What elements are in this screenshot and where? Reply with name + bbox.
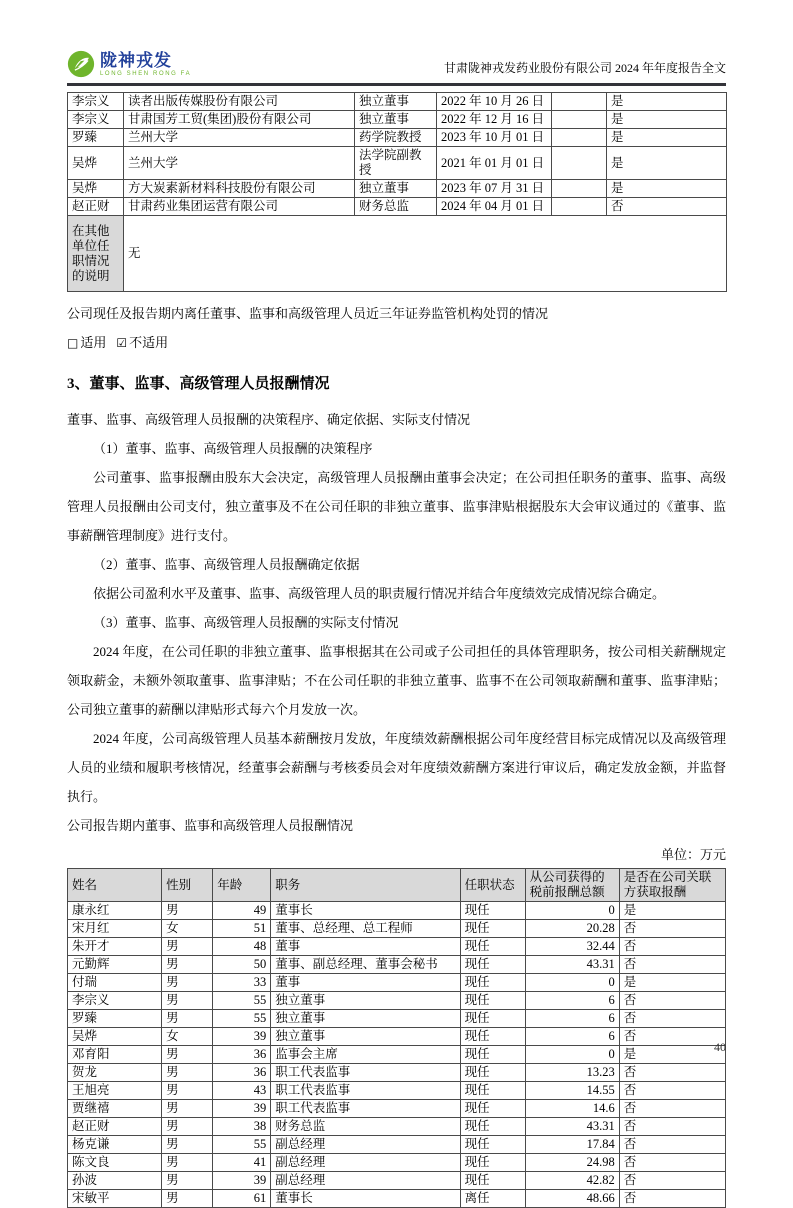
table-cell: 董事、总经理、总工程师 bbox=[271, 920, 460, 938]
table-cell: 61 bbox=[213, 1190, 271, 1208]
table-cell: 是 bbox=[607, 147, 727, 180]
column-header-position: 职务 bbox=[271, 869, 460, 902]
logo-brand-cn: 陇神戎发 bbox=[100, 50, 172, 70]
penalty-statement: 公司现任及报告期内离任董事、监事和高级管理人员近三年证券监管机构处罚的情况 bbox=[67, 306, 549, 321]
table-cell: 50 bbox=[213, 956, 271, 974]
table-cell bbox=[552, 129, 607, 147]
table-cell: 吴烨 bbox=[68, 1028, 162, 1046]
column-header-status: 任职状态 bbox=[460, 869, 525, 902]
table-cell: 吴烨 bbox=[68, 147, 124, 180]
table-row bbox=[68, 129, 727, 147]
table-cell: 否 bbox=[619, 1082, 725, 1100]
table-cell: 48 bbox=[213, 938, 271, 956]
table-cell: 副总经理 bbox=[271, 1136, 460, 1154]
table-cell: 副总经理 bbox=[271, 1172, 460, 1190]
paragraph: 2024 年度，在公司任职的非独立董事、监事根据其在公司或子公司担任的具体管理职务，按公司相关薪酬规定领取薪金，未额外领取董事、监事津贴；不在公司任职的非独立董事、监事不在公司领取薪酬和董事、监事津贴；公司独立董事的薪酬以津贴形式每六个月发放一次。 bbox=[67, 644, 726, 717]
table-cell bbox=[552, 198, 607, 216]
table-row bbox=[68, 147, 727, 180]
table-cell: 宋月红 bbox=[68, 920, 162, 938]
table-cell: 否 bbox=[619, 956, 725, 974]
table-row bbox=[68, 1118, 726, 1136]
table-cell: 39 bbox=[213, 1100, 271, 1118]
table-cell: 否 bbox=[619, 1118, 725, 1136]
table-cell: 14.55 bbox=[525, 1082, 619, 1100]
table-cell: 法学院副教授 bbox=[355, 147, 437, 180]
table-cell: 17.84 bbox=[525, 1136, 619, 1154]
table-cell: 付瑞 bbox=[68, 974, 162, 992]
table-cell: 现任 bbox=[460, 974, 525, 992]
table-cell: 董事 bbox=[271, 974, 460, 992]
table-cell: 51 bbox=[213, 920, 271, 938]
paragraph: 公司董事、监事报酬由股东大会决定，高级管理人员报酬由董事会决定；在公司担任职务的董事、监事、高级管理人员报酬由公司支付，独立董事及不在公司任职的非独立董事、监事津贴根据股东大会审议通过的《董事、监事薪酬管理制度》进行支付。 bbox=[67, 470, 726, 543]
table-cell: 罗臻 bbox=[68, 1010, 162, 1028]
table-cell: 32.44 bbox=[525, 938, 619, 956]
table-cell: 兰州大学 bbox=[124, 147, 355, 180]
table-cell: 男 bbox=[162, 1010, 213, 1028]
table-cell: 读者出版传媒股份有限公司 bbox=[124, 93, 355, 111]
table-cell: 14.6 bbox=[525, 1100, 619, 1118]
table-row bbox=[68, 1028, 726, 1046]
table-cell: 贾继禧 bbox=[68, 1100, 162, 1118]
table-cell: 现任 bbox=[460, 1136, 525, 1154]
table-cell: 否 bbox=[619, 1064, 725, 1082]
table-row bbox=[68, 1064, 726, 1082]
table-cell: 元勤辉 bbox=[68, 956, 162, 974]
table-cell: 是 bbox=[619, 974, 725, 992]
table-cell: 2022 年 10 月 26 日 bbox=[437, 93, 552, 111]
checkbox-checked-icon: ☑ bbox=[116, 336, 128, 350]
table-cell: 男 bbox=[162, 956, 213, 974]
table-cell: 独立董事 bbox=[355, 180, 437, 198]
table-row bbox=[68, 198, 727, 216]
table-row bbox=[68, 111, 727, 129]
table-cell: 李宗义 bbox=[68, 93, 124, 111]
table-cell: 是 bbox=[607, 180, 727, 198]
table-cell: 0 bbox=[525, 1046, 619, 1064]
table-cell: 男 bbox=[162, 992, 213, 1010]
table-cell: 20.28 bbox=[525, 920, 619, 938]
table-cell: 男 bbox=[162, 902, 213, 920]
table-cell: 2021 年 01 月 01 日 bbox=[437, 147, 552, 180]
table-row bbox=[68, 1172, 726, 1190]
external-positions-rows bbox=[68, 93, 727, 216]
table-cell: 48.66 bbox=[525, 1190, 619, 1208]
table-cell: 董事长 bbox=[271, 902, 460, 920]
table-cell bbox=[552, 147, 607, 180]
table-cell: 监事会主席 bbox=[271, 1046, 460, 1064]
table-cell: 现任 bbox=[460, 1064, 525, 1082]
table-cell: 42.82 bbox=[525, 1172, 619, 1190]
table-cell: 赵正财 bbox=[68, 198, 124, 216]
logo-brand-en: LONG SHEN RONG FA bbox=[100, 70, 192, 77]
paragraph: （3）董事、监事、高级管理人员报酬的实际支付情况 bbox=[93, 615, 399, 630]
table-cell: 55 bbox=[213, 992, 271, 1010]
compensation-header-row bbox=[68, 869, 726, 902]
table-cell: 2022 年 12 月 16 日 bbox=[437, 111, 552, 129]
compensation-table bbox=[67, 868, 726, 1208]
table-cell: 否 bbox=[619, 1172, 725, 1190]
table-row bbox=[68, 938, 726, 956]
table-row bbox=[68, 902, 726, 920]
table-cell: 13.23 bbox=[525, 1064, 619, 1082]
table-cell: 宋敏平 bbox=[68, 1190, 162, 1208]
table-cell: 职工代表监事 bbox=[271, 1100, 460, 1118]
table-cell bbox=[552, 180, 607, 198]
table-cell: 39 bbox=[213, 1172, 271, 1190]
column-header-age: 年龄 bbox=[213, 869, 271, 902]
external-positions-table bbox=[67, 92, 727, 292]
table-cell: 55 bbox=[213, 1010, 271, 1028]
table-cell: 现任 bbox=[460, 1100, 525, 1118]
table-cell: 康永红 bbox=[68, 902, 162, 920]
table-row bbox=[68, 974, 726, 992]
table-cell: 朱开才 bbox=[68, 938, 162, 956]
table-row bbox=[68, 992, 726, 1010]
unit-label: 单位：万元 bbox=[660, 847, 726, 862]
table-cell: 独立董事 bbox=[355, 93, 437, 111]
table-cell: 现任 bbox=[460, 1028, 525, 1046]
applicable-label: 适用 bbox=[80, 335, 107, 350]
table-cell: 否 bbox=[619, 1136, 725, 1154]
table-cell: 36 bbox=[213, 1046, 271, 1064]
table-cell: 现任 bbox=[460, 920, 525, 938]
paragraph: 依据公司盈利水平及董事、监事、高级管理人员的职责履行情况并结合年度绩效完成情况综合确定。 bbox=[93, 586, 666, 601]
table-cell: 24.98 bbox=[525, 1154, 619, 1172]
page-header bbox=[67, 0, 726, 78]
table-cell: 39 bbox=[213, 1028, 271, 1046]
table-cell: 独立董事 bbox=[271, 1010, 460, 1028]
note-value-cell: 无 bbox=[124, 216, 727, 292]
table-cell: 李宗义 bbox=[68, 111, 124, 129]
table-cell: 男 bbox=[162, 1136, 213, 1154]
table-cell: 6 bbox=[525, 992, 619, 1010]
table-cell: 否 bbox=[619, 992, 725, 1010]
applicability-line bbox=[67, 328, 726, 358]
table-row bbox=[68, 1136, 726, 1154]
table-cell: 38 bbox=[213, 1118, 271, 1136]
table-cell: 董事 bbox=[271, 938, 460, 956]
table-cell: 方大炭素新材料科技股份有限公司 bbox=[124, 180, 355, 198]
compensation-rows bbox=[68, 902, 726, 1208]
table-cell: 否 bbox=[607, 198, 727, 216]
company-logo bbox=[67, 50, 191, 78]
table-cell: 独立董事 bbox=[271, 992, 460, 1010]
logo-leaf-icon bbox=[67, 50, 95, 78]
table-cell: 6 bbox=[525, 1028, 619, 1046]
paragraph: （2）董事、监事、高级管理人员报酬确定依据 bbox=[93, 557, 360, 572]
table-cell: 现任 bbox=[460, 938, 525, 956]
table-cell: 男 bbox=[162, 1046, 213, 1064]
table-cell: 现任 bbox=[460, 1046, 525, 1064]
table-cell: 孙波 bbox=[68, 1172, 162, 1190]
table-cell: 否 bbox=[619, 1100, 725, 1118]
table-cell: 是 bbox=[619, 902, 725, 920]
table-cell: 现任 bbox=[460, 1172, 525, 1190]
column-header-pretax-pay: 从公司获得的税前报酬总额 bbox=[525, 869, 619, 902]
table-cell: 董事长 bbox=[271, 1190, 460, 1208]
report-title: 甘肃陇神戎发药业股份有限公司 2024 年年度报告全文 bbox=[443, 61, 726, 75]
table-cell: 兰州大学 bbox=[124, 129, 355, 147]
table-cell: 43.31 bbox=[525, 1118, 619, 1136]
table-cell: 杨克谦 bbox=[68, 1136, 162, 1154]
table-cell: 2023 年 10 月 01 日 bbox=[437, 129, 552, 147]
page-number: 40 bbox=[714, 1040, 726, 1054]
table-cell: 55 bbox=[213, 1136, 271, 1154]
paragraph: （1）董事、监事、高级管理人员报酬的决策程序 bbox=[93, 441, 373, 456]
table-cell: 现任 bbox=[460, 1010, 525, 1028]
header-divider bbox=[67, 83, 726, 86]
table-cell: 是 bbox=[607, 129, 727, 147]
table-cell: 董事、副总经理、董事会秘书 bbox=[271, 956, 460, 974]
note-label-cell: 在其他单位任职情况的说明 bbox=[68, 216, 124, 292]
table-cell: 否 bbox=[619, 1010, 725, 1028]
table-cell: 现任 bbox=[460, 1118, 525, 1136]
table-cell: 36 bbox=[213, 1064, 271, 1082]
table-cell: 独立董事 bbox=[355, 111, 437, 129]
table-cell: 现任 bbox=[460, 1154, 525, 1172]
table-cell: 6 bbox=[525, 1010, 619, 1028]
table-cell: 女 bbox=[162, 920, 213, 938]
table-cell: 副总经理 bbox=[271, 1154, 460, 1172]
column-header-related-party: 是否在公司关联方获取报酬 bbox=[619, 869, 725, 902]
table-cell: 男 bbox=[162, 1082, 213, 1100]
table-cell: 49 bbox=[213, 902, 271, 920]
table-cell: 否 bbox=[619, 938, 725, 956]
column-header-gender: 性别 bbox=[162, 869, 213, 902]
table-cell: 男 bbox=[162, 1118, 213, 1136]
table-cell: 男 bbox=[162, 974, 213, 992]
table-cell: 李宗义 bbox=[68, 992, 162, 1010]
table-cell: 男 bbox=[162, 1064, 213, 1082]
section-heading-compensation: 3、董事、监事、高级管理人员报酬情况 bbox=[67, 376, 330, 392]
table-cell: 否 bbox=[619, 1028, 725, 1046]
table-cell: 否 bbox=[619, 920, 725, 938]
table-cell: 43.31 bbox=[525, 956, 619, 974]
table-cell: 现任 bbox=[460, 992, 525, 1010]
table-cell: 女 bbox=[162, 1028, 213, 1046]
paragraph: 公司报告期内董事、监事和高级管理人员报酬情况 bbox=[67, 818, 354, 833]
table-cell: 男 bbox=[162, 938, 213, 956]
table-row bbox=[68, 920, 726, 938]
table-cell: 现任 bbox=[460, 902, 525, 920]
table-cell: 财务总监 bbox=[271, 1118, 460, 1136]
table-cell: 吴烨 bbox=[68, 180, 124, 198]
table-cell: 邓育阳 bbox=[68, 1046, 162, 1064]
table-cell: 贺龙 bbox=[68, 1064, 162, 1082]
table-cell: 是 bbox=[619, 1046, 725, 1064]
table-cell: 独立董事 bbox=[271, 1028, 460, 1046]
table-cell: 2023 年 07 月 31 日 bbox=[437, 180, 552, 198]
table-cell: 0 bbox=[525, 974, 619, 992]
table-row bbox=[68, 956, 726, 974]
table-row bbox=[68, 1046, 726, 1064]
table-cell: 罗臻 bbox=[68, 129, 124, 147]
paragraph: 董事、监事、高级管理人员报酬的决策程序、确定依据、实际支付情况 bbox=[67, 412, 471, 427]
table-cell: 王旭亮 bbox=[68, 1082, 162, 1100]
table-cell: 33 bbox=[213, 974, 271, 992]
table-cell bbox=[552, 93, 607, 111]
table-cell: 甘肃国芳工贸(集团)股份有限公司 bbox=[124, 111, 355, 129]
table-cell: 男 bbox=[162, 1154, 213, 1172]
table-cell: 否 bbox=[619, 1154, 725, 1172]
table-cell: 男 bbox=[162, 1172, 213, 1190]
paragraph: 2024 年度，公司高级管理人员基本薪酬按月发放，年度绩效薪酬根据公司年度经营目标完成情况以及高级管理人员的业绩和履职考核情况，经董事会薪酬与考核委员会对年度绩效薪酬方案进行审议后，确定发放金额，并监督执行。 bbox=[67, 731, 726, 804]
table-cell: 否 bbox=[619, 1190, 725, 1208]
table-cell: 男 bbox=[162, 1100, 213, 1118]
table-cell: 现任 bbox=[460, 1082, 525, 1100]
table-row bbox=[68, 93, 727, 111]
table-cell: 2024 年 04 月 01 日 bbox=[437, 198, 552, 216]
table-row bbox=[68, 180, 727, 198]
table-cell: 现任 bbox=[460, 956, 525, 974]
table-cell: 陈文良 bbox=[68, 1154, 162, 1172]
table-row bbox=[68, 1082, 726, 1100]
table-cell: 是 bbox=[607, 111, 727, 129]
table-row bbox=[68, 1190, 726, 1208]
table-cell: 离任 bbox=[460, 1190, 525, 1208]
table-row bbox=[68, 1010, 726, 1028]
table-cell: 0 bbox=[525, 902, 619, 920]
column-header-name: 姓名 bbox=[68, 869, 162, 902]
table-cell: 财务总监 bbox=[355, 198, 437, 216]
table-cell: 职工代表监事 bbox=[271, 1082, 460, 1100]
table-cell: 赵正财 bbox=[68, 1118, 162, 1136]
table-row bbox=[68, 1100, 726, 1118]
table-cell: 职工代表监事 bbox=[271, 1064, 460, 1082]
checkbox-unchecked-icon: □ bbox=[67, 336, 79, 350]
table-cell bbox=[552, 111, 607, 129]
table-cell: 43 bbox=[213, 1082, 271, 1100]
table-cell: 是 bbox=[607, 93, 727, 111]
table-cell: 41 bbox=[213, 1154, 271, 1172]
table-cell: 药学院教授 bbox=[355, 129, 437, 147]
table-cell: 甘肃药业集团运营有限公司 bbox=[124, 198, 355, 216]
other-positions-note-row bbox=[68, 216, 727, 292]
table-row bbox=[68, 1154, 726, 1172]
not-applicable-label: 不适用 bbox=[129, 335, 169, 350]
table-cell: 男 bbox=[162, 1190, 213, 1208]
